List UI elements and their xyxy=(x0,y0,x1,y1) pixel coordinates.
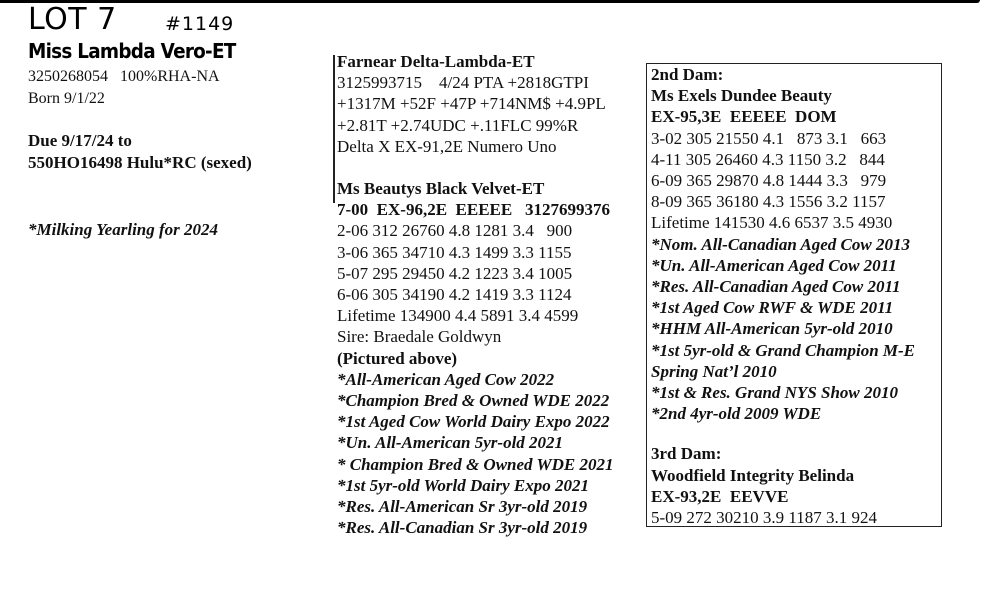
second-dam-award: *HHM All-American 5yr-old 2010 xyxy=(651,319,893,339)
dam-sire: Sire: Braedale Goldwyn xyxy=(337,327,502,347)
dam-record: 3-06 365 34710 4.3 1499 3.3 1155 xyxy=(337,242,572,262)
sire-info-line: +1317M +52F +47P +714NM$ +4.9PL xyxy=(337,94,606,114)
dam-award: *Res. All-Canadian Sr 3yr-old 2019 xyxy=(337,518,588,538)
second-dam-award: *1st 5yr-old & Grand Champion M-E xyxy=(651,340,916,360)
second-dam-classification: EX-95,3E EEEEE DOM xyxy=(651,107,837,127)
sire-dam-column xyxy=(337,51,647,538)
second-dam-award: *Nom. All-Canadian Aged Cow 2013 xyxy=(651,234,910,254)
second-dam-record: 6-09 365 29870 4.8 1444 3.3 979 xyxy=(651,171,887,191)
sire-name: Farnear Delta-Lambda-ET xyxy=(337,52,535,71)
dam-award: *Res. All-American Sr 3yr-old 2019 xyxy=(337,497,588,517)
top-rule xyxy=(0,0,980,3)
dam-record: 2-06 312 26760 4.8 1281 3.4 900 xyxy=(337,221,573,241)
animal-name: Miss Lambda Vero-ET xyxy=(28,39,236,63)
dams-column xyxy=(651,64,946,528)
third-dam-heading: 3rd Dam: xyxy=(651,444,722,464)
dam-award: *All-American Aged Cow 2022 xyxy=(337,369,555,389)
animal-id-line: 3250268054 100%RHA-NA xyxy=(28,68,220,85)
due-date: Due 9/17/24 to xyxy=(28,131,132,150)
sire-info-line: 3125993715 4/24 PTA +2818GTPI xyxy=(337,73,589,93)
dam-record: 6-06 305 34190 4.2 1419 3.3 1124 xyxy=(337,285,572,305)
dam-award: *1st 5yr-old World Dairy Expo 2021 xyxy=(337,475,590,495)
sire-info-line: +2.81T +2.74UDC +.11FLC 99%R xyxy=(337,115,579,135)
catalog-number: #1149 xyxy=(165,13,235,35)
second-dam-lifetime: Lifetime 141530 4.6 6537 3.5 4930 xyxy=(651,213,893,233)
second-dam-name: Ms Exels Dundee Beauty xyxy=(651,86,832,106)
third-dam-name: Woodfield Integrity Belinda xyxy=(651,465,855,485)
dam-name: Ms Beautys Black Velvet-ET xyxy=(337,179,545,199)
sire-info-line: Delta X EX-91,2E Numero Uno xyxy=(337,136,557,156)
second-dam-award: *1st & Res. Grand NYS Show 2010 xyxy=(651,383,899,403)
dam-classification: 7-00 EX-96,2E EEEEE 3127699376 xyxy=(337,200,610,220)
second-dam-record: 4-11 305 26460 4.3 1150 3.2 844 xyxy=(651,149,885,169)
service-sire: 550HO16498 Hulu*RC (sexed) xyxy=(28,153,252,172)
animal-note: *Milking Yearling for 2024 xyxy=(28,220,219,239)
second-dam-record: 3-02 305 21550 4.1 873 3.1 663 xyxy=(651,128,887,148)
dam-record: 5-07 295 29450 4.2 1223 3.4 1005 xyxy=(337,263,573,283)
third-dam-record: 5-09 272 30210 3.9 1187 3.1 924 xyxy=(651,508,878,528)
second-dam-award: Spring Nat’l 2010 xyxy=(651,361,777,381)
second-dam-award: *1st Aged Cow RWF & WDE 2011 xyxy=(651,298,894,318)
lot-label: LOT 7 xyxy=(28,2,117,37)
dam-award: *Champion Bred & Owned WDE 2022 xyxy=(337,391,610,411)
dam-award: *1st Aged Cow World Dairy Expo 2022 xyxy=(337,412,610,432)
second-dam-heading: 2nd Dam: xyxy=(651,65,724,84)
second-dam-record: 8-09 365 36180 4.3 1556 3.2 1157 xyxy=(651,192,886,212)
pictured-note: (Pictured above) xyxy=(337,348,458,368)
dam-award: *Un. All-American 5yr-old 2021 xyxy=(337,433,564,453)
column-divider xyxy=(333,55,335,203)
second-dam-award: *2nd 4yr-old 2009 WDE xyxy=(651,404,822,424)
birth-date: Born 9/1/22 xyxy=(28,90,105,107)
second-dam-award: *Res. All-Canadian Aged Cow 2011 xyxy=(651,277,901,297)
dam-award: * Champion Bred & Owned WDE 2021 xyxy=(337,454,614,474)
dam-lifetime: Lifetime 134900 4.4 5891 3.4 4599 xyxy=(337,306,579,326)
third-dam-classification: EX-93,2E EEVVE xyxy=(651,486,789,506)
second-dam-award: *Un. All-American Aged Cow 2011 xyxy=(651,255,897,275)
